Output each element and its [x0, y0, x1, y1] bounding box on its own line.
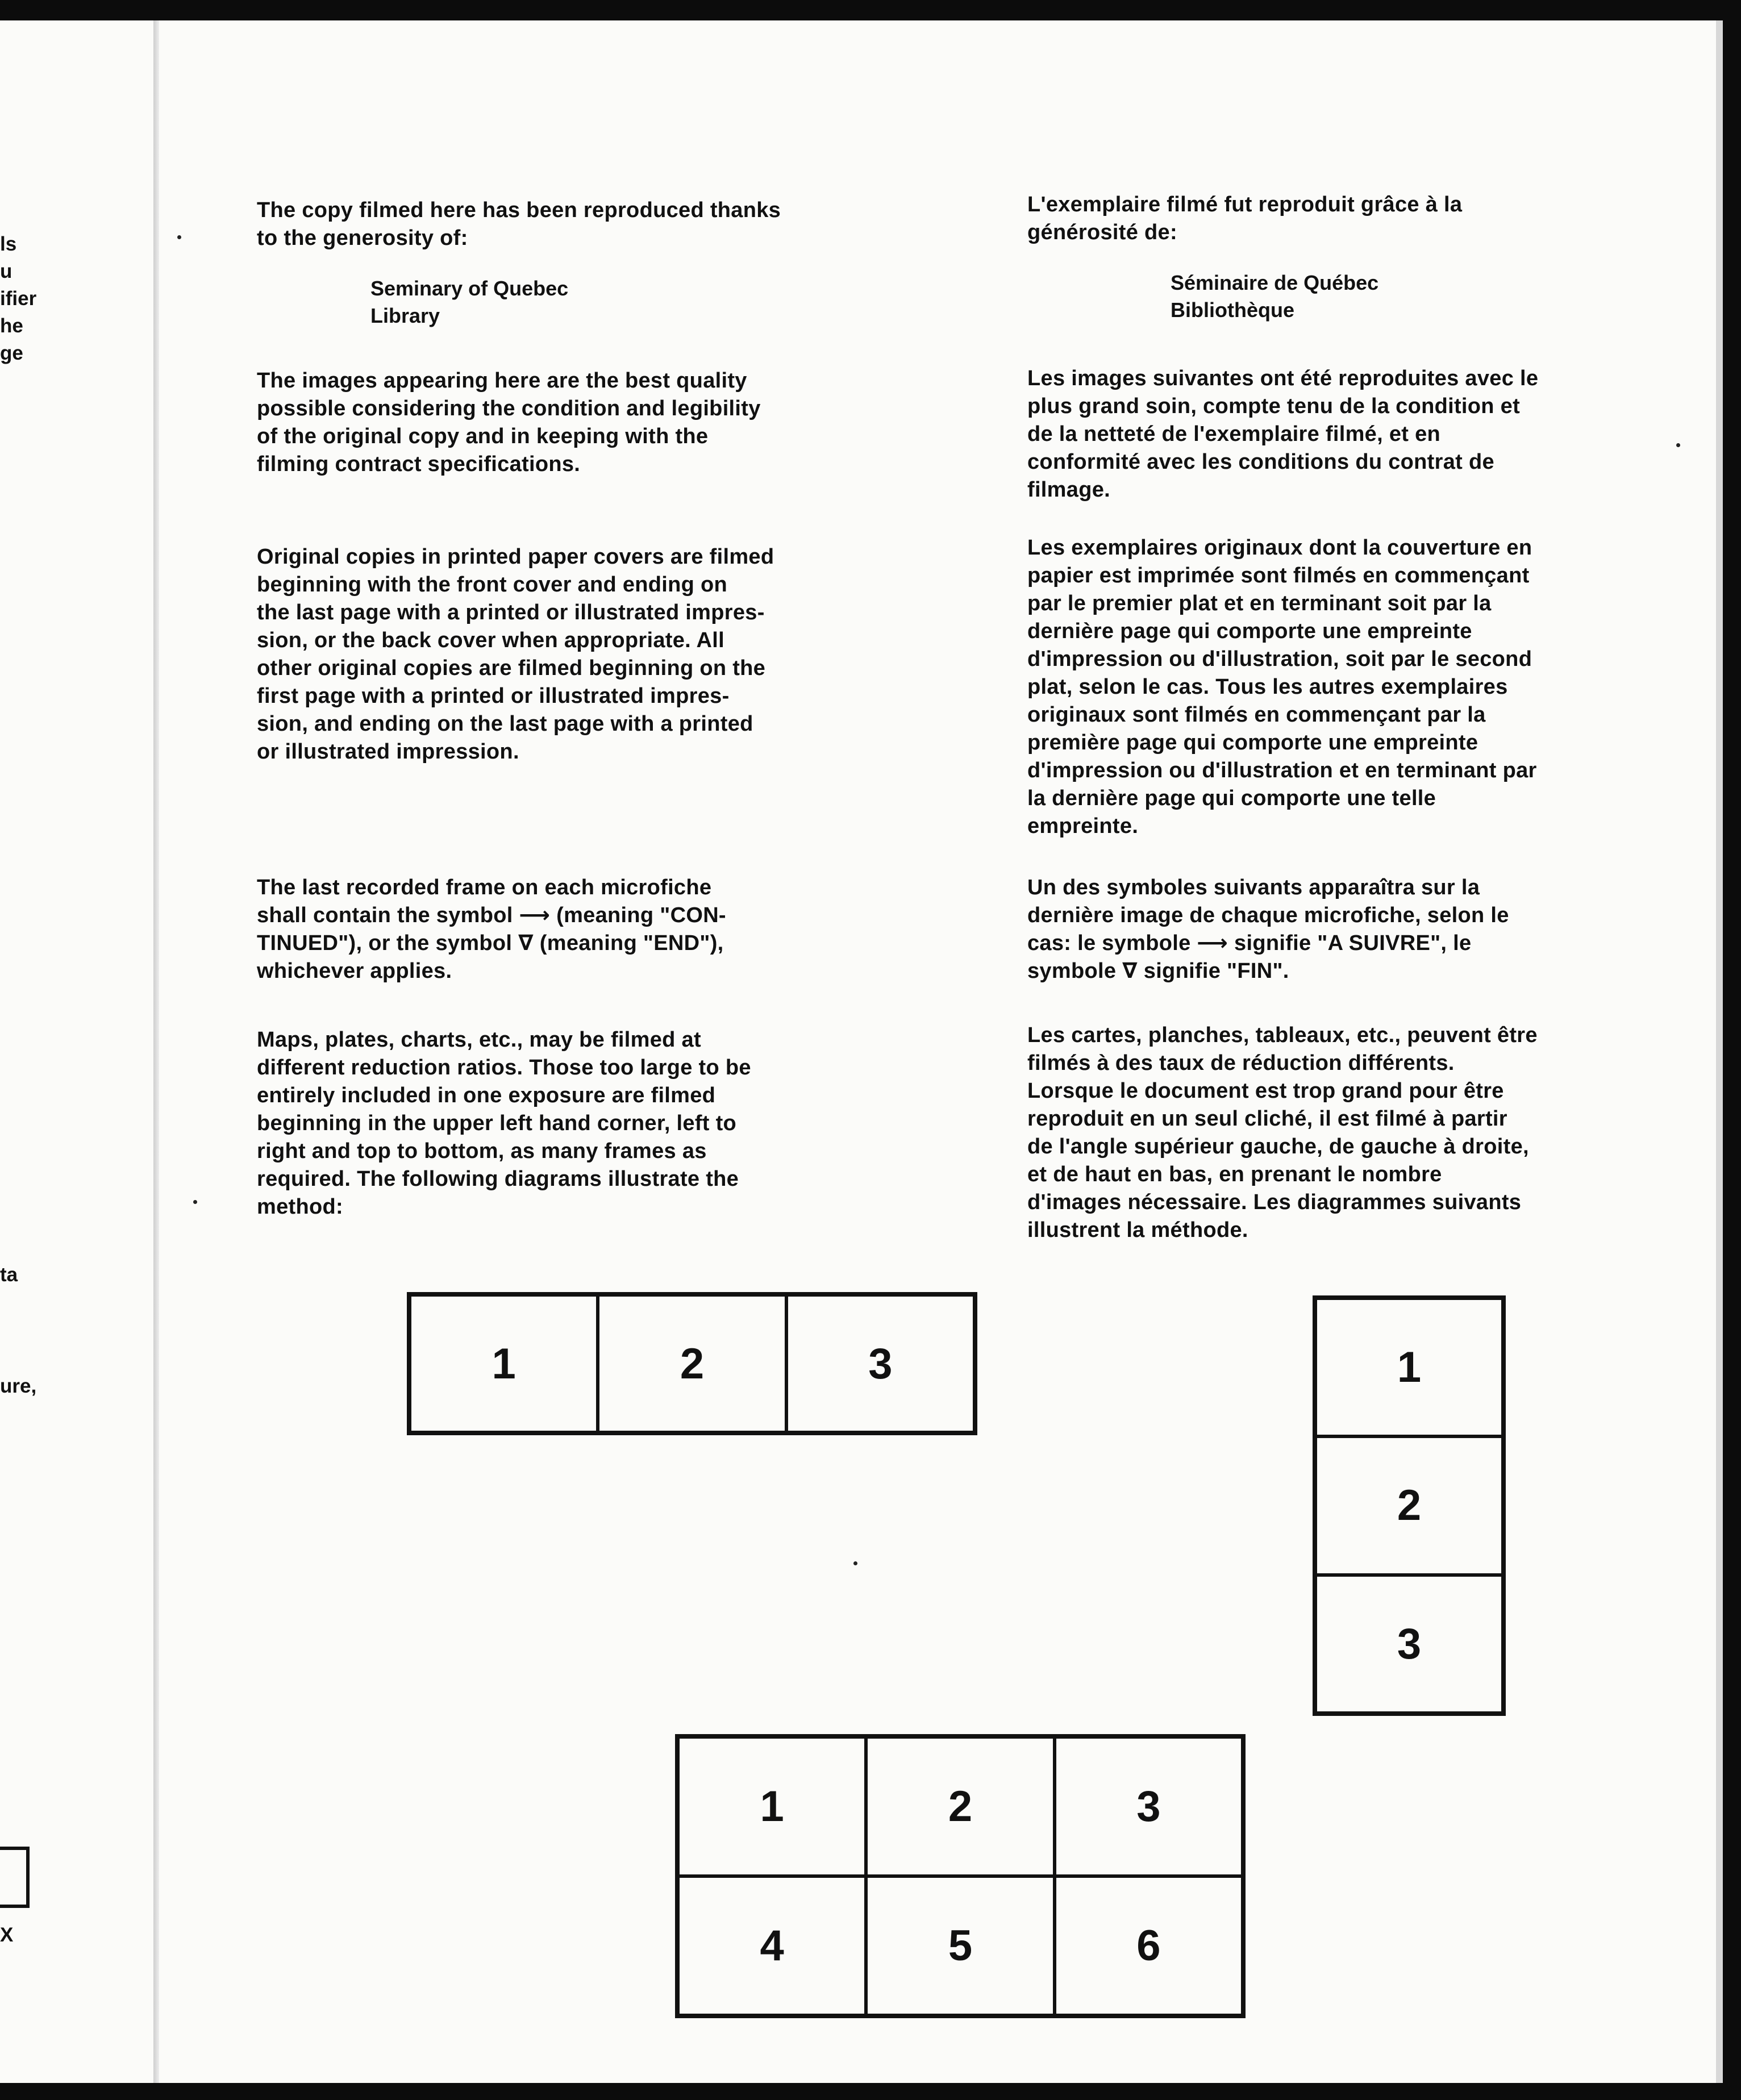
english-paragraph-symbols	[257, 874, 927, 985]
diagram-vertical	[1313, 1295, 1506, 1716]
french-paragraph-quality	[1027, 365, 1709, 504]
english-paragraph-quality	[257, 367, 927, 478]
scan-speck	[1676, 443, 1680, 447]
diagram-horizontal	[407, 1292, 977, 1435]
english-para2-text: Original copies in printed paper covers are filmed beginning with the front cover and ending on the last page with a printed or illustrated impres- sion, or the back cover when appropriate. All other original copies are filmed beginning on the first page with a printed or illustrated impres- sion, and ending on the last page with a printed or illustrated impression.	[257, 545, 774, 764]
french-intro: L'exemplaire filmé fut reproduit grâce à la générosité de:	[1027, 193, 1463, 244]
diagram-cell: 3	[1315, 1575, 1503, 1713]
english-para1-text: The images appearing here are the best quality possible considering the condition and legibility of the original copy and in keeping with the filming contract specifications.	[257, 369, 761, 476]
english-para3-text: The last recorded frame on each microfiche shall contain the symbol ⟶ (meaning "CON- TINUED"), or the symbol ∇ (meaning "END"), whichever applies.	[257, 876, 726, 983]
page-gutter	[153, 20, 159, 2083]
fragment-line: ta	[0, 1264, 18, 1286]
diagram-cell: 6	[1055, 1876, 1243, 2015]
english-paragraph-covers	[257, 543, 927, 766]
english-intro: The copy filmed here has been reproduced thanks to the generosity of:	[257, 198, 781, 250]
document-page	[0, 20, 1723, 2083]
english-para4-text: Maps, plates, charts, etc., may be filmed at different reduction ratios. Those too large to be entirely included in one exposure are filmed beginning in the upper left hand corner, left to right and top to bottom, as many frames as required. The following diagrams illustrate the method:	[257, 1028, 751, 1219]
french-para1-text: Les images suivantes ont été reproduites avec le plus grand soin, compte tenu de la condition et de la netteté de l'exemplaire filmé, et en conformité avec les conditions du contrat de filmage.	[1027, 366, 1539, 502]
diagram-cell: 2	[866, 1737, 1054, 1876]
diagram-grid	[675, 1734, 1246, 2018]
french-paragraph-symbols	[1027, 874, 1709, 985]
fragment-line: ifier	[0, 288, 37, 310]
scan-speck	[193, 1200, 197, 1204]
fragment-line: ge	[0, 342, 23, 364]
diagram-cell: 3	[786, 1295, 974, 1432]
french-para4-text: Les cartes, planches, tableaux, etc., peuvent être filmés à des taux de réduction différents. Lorsque le document est trop grand pour être reproduit en un seul cliché, il est filmé à partir de l'angle supérieur gauche, de gauche à droite, et de haut en bas, en prenant le nombre d'images nécessaire. Les diagrammes suivants illustrent la méthode.	[1027, 1023, 1538, 1242]
fragment-line: ure,	[0, 1375, 37, 1397]
french-column	[1027, 191, 1709, 247]
diagram-cell: 2	[1315, 1436, 1503, 1574]
french-para3-text: Un des symboles suivants apparaîtra sur la dernière image de chaque microfiche, selon le cas: le symbole ⟶ signifie "A SUIVRE", le symbole ∇ signifie "FIN".	[1027, 876, 1509, 983]
diagram-cell: 1	[1315, 1298, 1503, 1436]
french-para2-text: Les exemplaires originaux dont la couverture en papier est imprimée sont filmés en commençant par le premier plat et en terminant soit par la dernière page qui comporte une empreinte d'impression ou d'illustration, soit par le second plat, selon le cas. Tous les autres exemplaires originaux sont filmés en commençant par la première page qui comporte une empreinte d'impression ou d'illustration et en terminant par la dernière page qui comporte une telle empreinte.	[1027, 536, 1537, 838]
scan-speck	[177, 235, 181, 239]
french-institution: Séminaire de Québec Bibliothèque	[1171, 271, 1379, 322]
fragment-line: ls	[0, 233, 17, 255]
french-paragraph-covers	[1027, 534, 1709, 840]
scan-speck	[853, 1561, 857, 1565]
diagram-cell: 1	[678, 1737, 866, 1876]
diagram-cell: 4	[678, 1876, 866, 2015]
diagram-cell: 2	[598, 1295, 786, 1432]
fragment-line: u	[0, 260, 13, 282]
english-institution: Seminary of Quebec Library	[370, 277, 569, 327]
english-column	[257, 197, 927, 252]
diagram-cell: 5	[866, 1876, 1054, 2015]
left-page-fragment	[0, 231, 36, 367]
french-paragraph-maps	[1027, 1022, 1709, 1244]
diagram-cell: 3	[1055, 1737, 1243, 1876]
fragment-line: X	[0, 1924, 14, 1946]
page-edge	[1716, 20, 1723, 2083]
english-paragraph-maps	[257, 1026, 927, 1221]
fragment-box	[0, 1847, 30, 1908]
diagram-cell: 1	[410, 1295, 598, 1432]
fragment-line: he	[0, 315, 23, 337]
